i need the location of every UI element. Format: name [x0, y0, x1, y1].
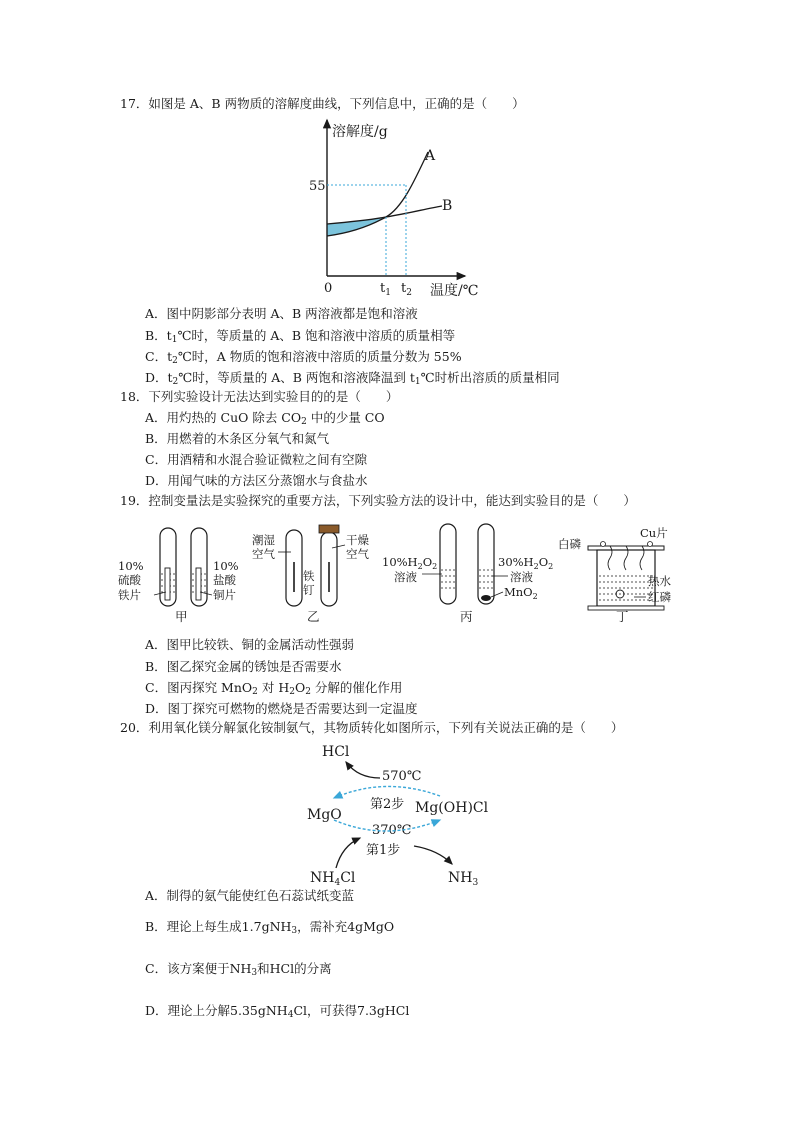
y-axis-label: 溶解度/g	[332, 124, 388, 140]
q19-figure	[110, 518, 690, 630]
ding-r1: Cu片	[640, 526, 668, 540]
yi-r1: 干燥	[346, 533, 369, 547]
q20-stem: 20．利用氧化镁分解氯化铵制氨气，其物质转化如图所示，下列有关说法正确的是（ ）	[120, 720, 624, 735]
q19-option-d: D．图丁探究可燃物的燃烧是否需要达到一定温度	[145, 701, 418, 716]
q18-option-a: A．用灼热的 CuO 除去 $CO_2$ 中的少量 CO	[145, 410, 385, 427]
q18-stem: 18．下列实验设计无法达到实验目的的是（ ）	[120, 389, 399, 404]
q17-option-c: C．$t_2℃$时，A 物质的饱和溶液中溶质的质量分数为 55%	[145, 349, 462, 366]
q19-option-b: B．图乙探究金属的锈蚀是否需要水	[145, 659, 342, 674]
yi-m2: 钉	[303, 583, 315, 597]
bing-caption: 丙	[460, 609, 473, 624]
x-axis-label: 温度/℃	[430, 283, 479, 299]
q20-option-c: C．该方案便于$NH_3$和HCl的分离	[145, 961, 332, 978]
q19-option-c: C．图丙探究 MnO$_2$ 对 $H_2O_2$ 分解的催化作用	[145, 680, 403, 697]
fig-bing	[382, 524, 553, 624]
shaded-region	[327, 217, 386, 236]
yi-m1: 铁	[303, 569, 315, 583]
label-nh4cl: $NH_4Cl$	[310, 870, 356, 886]
label-step2: 第2步	[370, 797, 405, 812]
label-step1: 第1步	[366, 843, 401, 858]
q19-stem: 19．控制变量法是实验探究的重要方法，下列实验方法的设计中，能达到实验目的是（ ）	[120, 493, 636, 508]
q20-cycle-diagram	[290, 738, 510, 886]
bing-r1: $30\%H_2O_2$	[498, 555, 554, 571]
curve-B	[327, 206, 442, 224]
q20-option-b: B．理论上每生成1.7gNH$_3$，需补充4gMgO	[145, 919, 395, 936]
jia-caption: 甲	[175, 609, 188, 624]
series-A-label: A	[425, 148, 436, 164]
jia-l2: 硫酸	[118, 573, 141, 587]
label-mgo: MgO	[307, 807, 342, 823]
arrow-to-hcl	[346, 762, 380, 778]
fig-jia	[118, 528, 239, 624]
label-570: 570℃	[382, 769, 422, 784]
yi-caption: 乙	[307, 609, 320, 624]
q17-stem: 17．如图是 A、B 两物质的溶解度曲线，下列信息中，正确的是（ ）	[120, 96, 525, 111]
q17-option-d: D．$t_2℃$时，等质量的 A、B 两饱和溶液降温到 $t_1℃$时析出溶质的质量相同	[145, 370, 560, 387]
jia-r1: 10%	[213, 559, 239, 573]
jia-l3: 铁片	[118, 588, 141, 602]
q20-option-d: D．理论上分解5.35gNH$_4$Cl，可获得7.3gHCl	[145, 1003, 410, 1020]
series-B-label: B	[442, 198, 453, 214]
fig-yi	[252, 525, 369, 624]
ding-r2: 热水	[648, 574, 671, 588]
ding-r3: 红磷	[648, 590, 671, 604]
jia-r2: 盐酸	[213, 573, 236, 587]
q20-option-a: A．制得的氨气能使红色石蕊试纸变蓝	[145, 888, 355, 903]
origin-label: 0	[324, 281, 333, 296]
q17-option-b: B．$t_1℃$时，等质量的 A、B 饱和溶液中溶质的质量相等	[145, 328, 456, 345]
q17-option-a: A．图中阴影部分表明 A、B 两溶液都是饱和溶液	[145, 306, 418, 321]
yi-l1: 潮湿	[252, 533, 275, 547]
bing-r3: MnO$_2$	[504, 585, 538, 601]
q18-option-d: D．用闻气味的方法区分蒸馏水与食盐水	[145, 473, 368, 488]
label-nh3: $NH_3$	[448, 870, 479, 886]
ding-l1: 白磷	[558, 537, 581, 551]
bing-l1: $10\%H_2O_2$	[382, 555, 438, 571]
jia-r3: 铜片	[213, 588, 236, 602]
y-mark-55: 55	[309, 179, 326, 194]
ding-caption: 丁	[616, 609, 629, 624]
arrow-to-nh3	[414, 846, 452, 864]
bing-r2: 溶液	[510, 570, 533, 584]
x-mark-t1: $t_1$	[380, 281, 391, 298]
jia-l1: 10%	[118, 559, 144, 573]
q17-solubility-chart	[290, 112, 490, 302]
yi-l2: 空气	[252, 547, 275, 561]
label-mgohcl: Mg(OH)Cl	[415, 800, 489, 816]
yi-r2: 空气	[346, 547, 369, 561]
q19-option-a: A．图甲比较铁、铜的金属活动性强弱	[145, 637, 355, 652]
x-mark-t2: $t_2$	[401, 281, 412, 298]
arrow-from-nh4cl	[336, 838, 360, 868]
label-hcl: HCl	[322, 744, 350, 760]
q18-option-c: C．用酒精和水混合验证微粒之间有空隙	[145, 452, 368, 467]
label-370: 370℃	[372, 823, 412, 838]
fig-ding	[558, 526, 671, 624]
bing-l2: 溶液	[394, 570, 417, 584]
q18-option-b: B．用燃着的木条区分氧气和氮气	[145, 431, 330, 446]
